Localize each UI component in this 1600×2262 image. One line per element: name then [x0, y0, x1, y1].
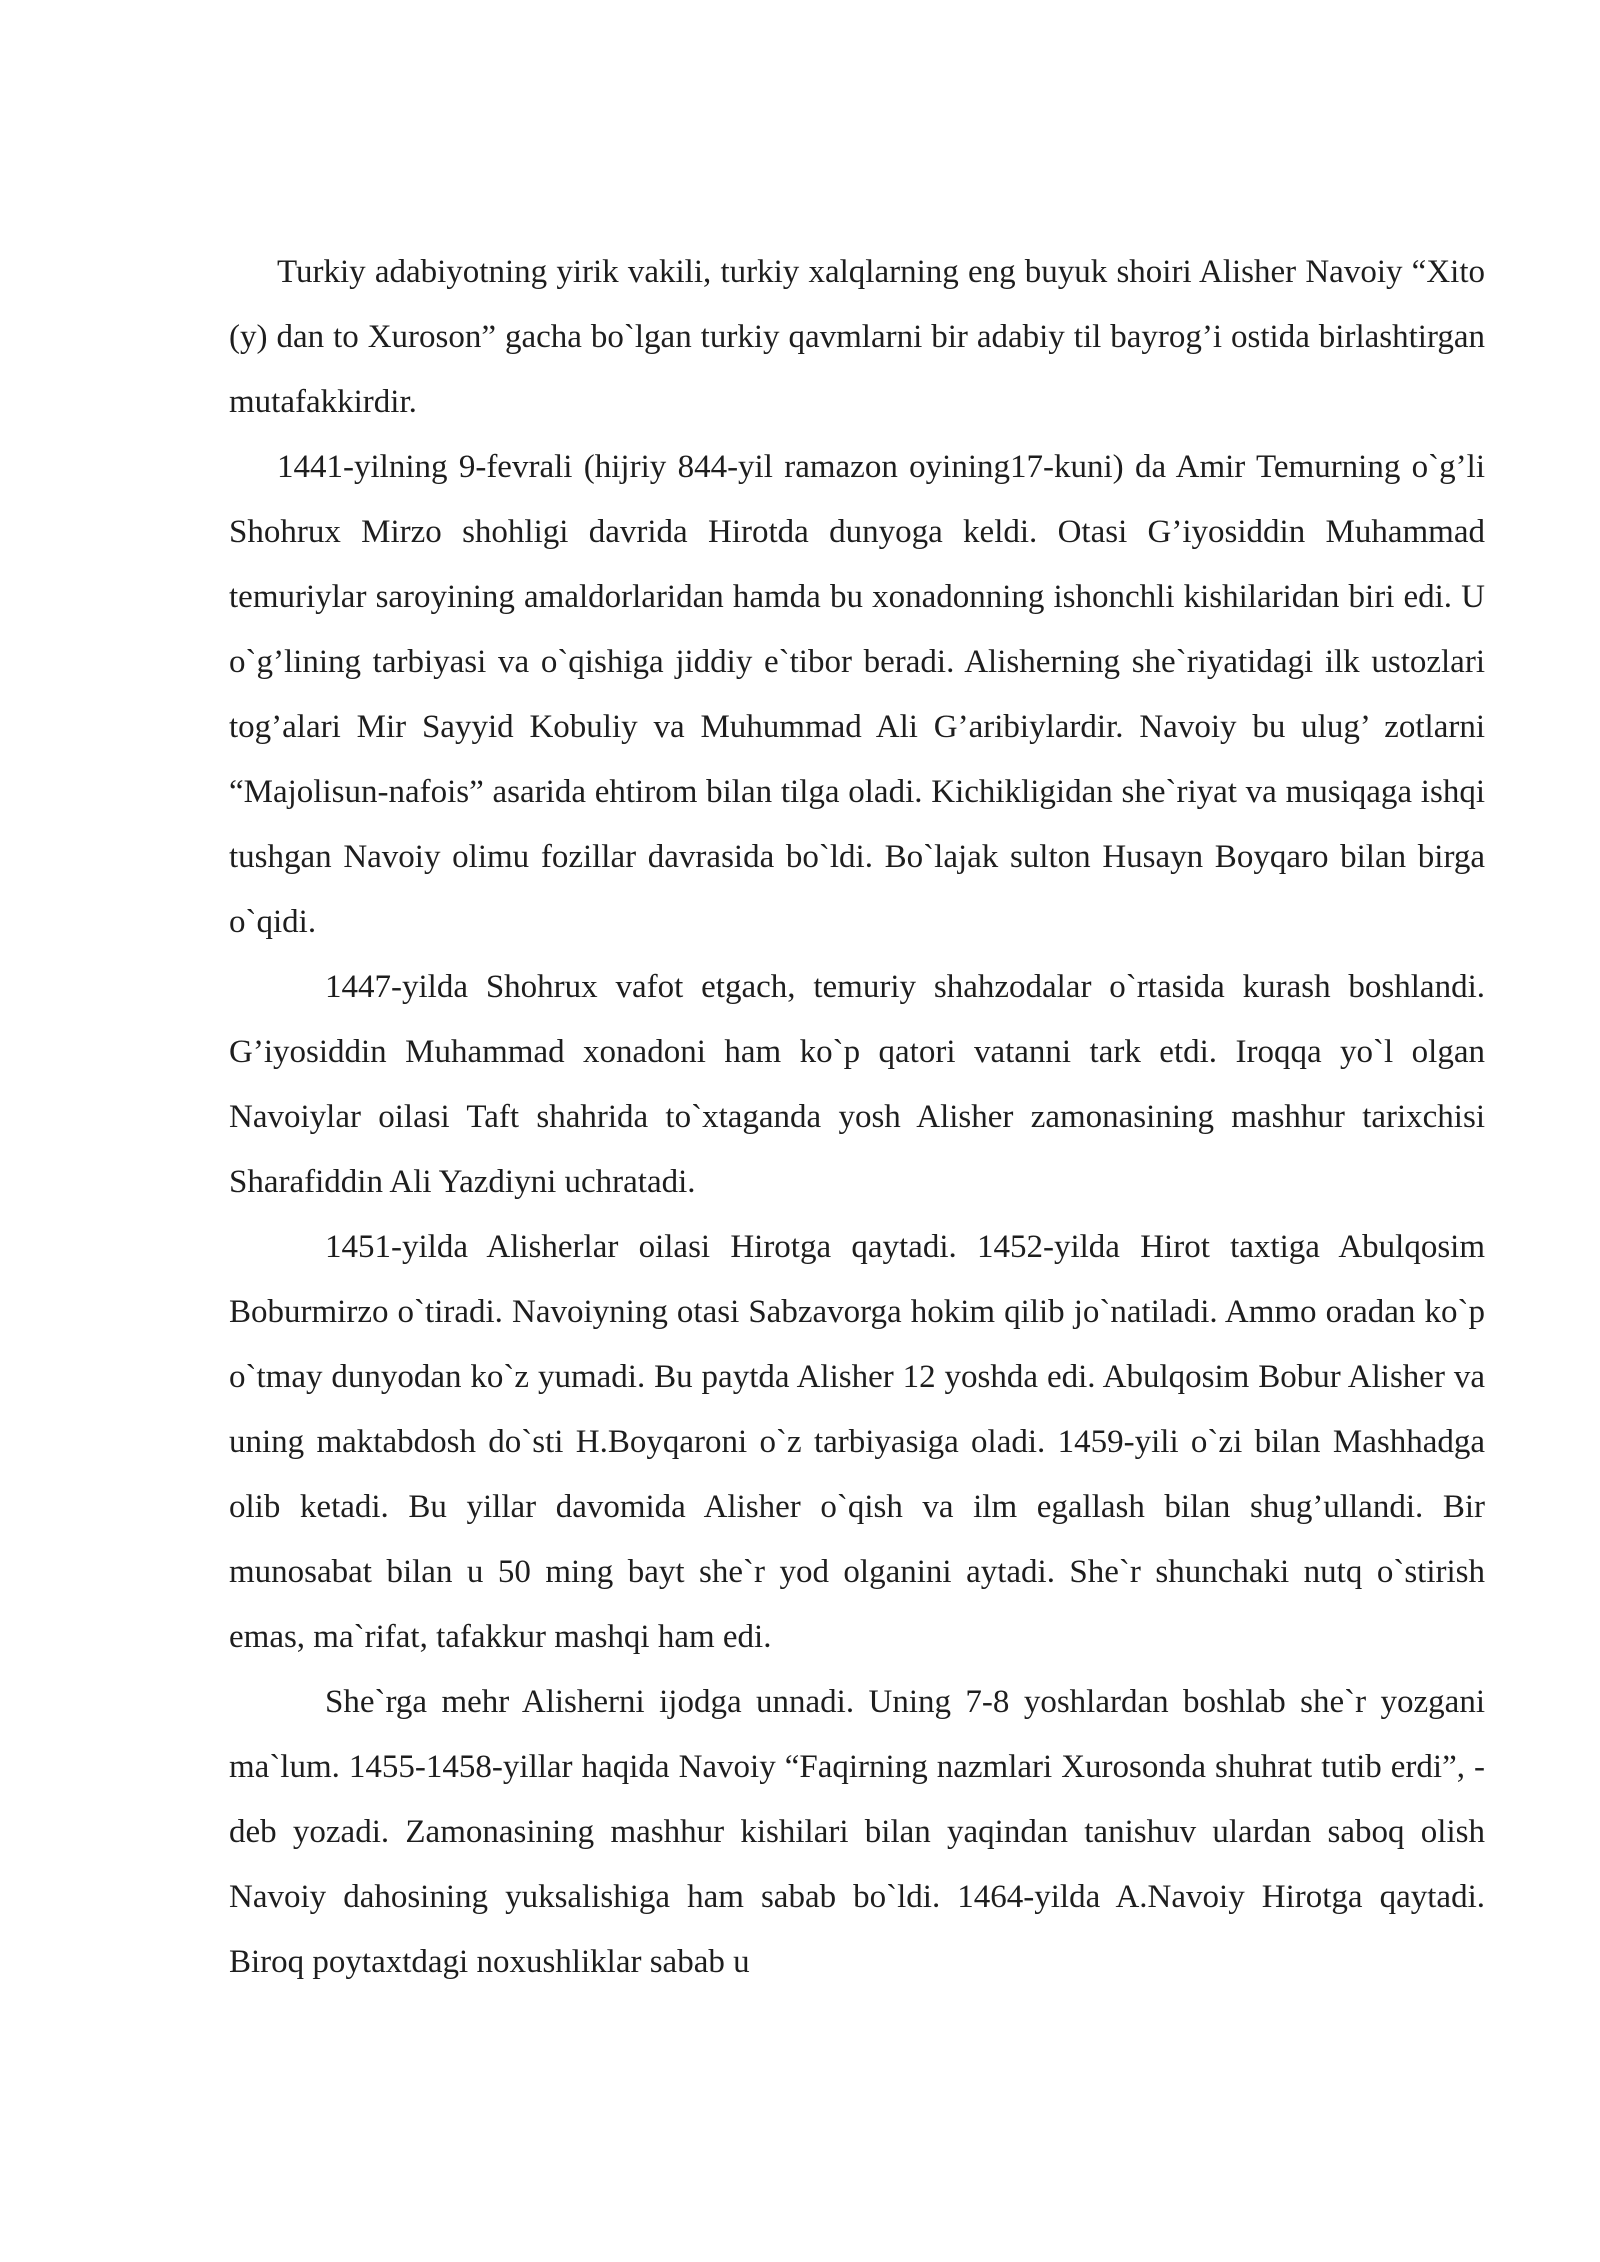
document-body	[229, 240, 1485, 1995]
paragraph: She`rga mehr Alisherni ijodga unnadi. Uning 7-8 yoshlardan boshlab she`r yozgani ma`lum. 1455-1458-yillar haqida Navoiy “Faqirning nazmlari Xurosonda shuhrat tutib erdi”, - deb yozadi. Zamonasining mashhur kishilari bilan yaqindan tanishuv ulardan saboq olish Navoiy dahosining yuksalishiga ham sabab bo`ldi. 1464-yilda A.Navoiy Hirotga qaytadi. Biroq poytaxtdagi noxushliklar sabab u	[229, 1684, 1485, 1980]
paragraph: Turkiy adabiyotning yirik vakili, turkiy xalqlarning eng buyuk shoiri Alisher Navoiy “Xito (y) dan to Xuroson” gacha bo`lgan turkiy qavmlarni bir adabiy til bayrog’i ostida birlashtirgan mutafakkirdir.	[229, 254, 1485, 420]
paragraph: 1441-yilning 9-fevrali (hijriy 844-yil ramazon oyining17-kuni) da Amir Temurning o`g’li Shohrux Mirzo shohligi davrida Hirotda dunyoga keldi. Otasi G’iyosiddin Muhammad temuriylar saroyining amaldorlaridan hamda bu xonadonning ishonchli kishilaridan biri edi. U o`g’lining tarbiyasi va o`qishiga jiddiy e`tibor beradi. Alisherning she`riyatidagi ilk ustozlari tog’alari Mir Sayyid Kobuliy va Muhummad Ali G’aribiylardir. Navoiy bu ulug’ zotlarni “Majolisun-nafois” asarida ehtirom bilan tilga oladi. Kichikligidan she`riyat va musiqaga ishqi tushgan Navoiy olimu fozillar davrasida bo`ldi. Bo`lajak sulton Husayn Boyqaro bilan birga o`qidi.	[229, 449, 1485, 940]
paragraph: 1447-yilda Shohrux vafot etgach, temuriy shahzodalar o`rtasida kurash boshlandi. G’iyosiddin Muhammad xonadoni ham ko`p qatori vatanni tark etdi. Iroqqa yo`l olgan Navoiylar oilasi Taft shahrida to`xtaganda yosh Alisher zamonasining mashhur tarixchisi Sharafiddin Ali Yazdiyni uchratadi.	[229, 969, 1485, 1200]
paragraph: 1451-yilda Alisherlar oilasi Hirotga qaytadi. 1452-yilda Hirot taxtiga Abulqosim Boburmirzo o`tiradi. Navoiyning otasi Sabzavorga hokim qilib jo`natiladi. Ammo oradan ko`p o`tmay dunyodan ko`z yumadi. Bu paytda Alisher 12 yoshda edi. Abulqosim Bobur Alisher va uning maktabdosh do`sti H.Boyqaroni o`z tarbiyasiga oladi. 1459-yili o`zi bilan Mashhadga olib ketadi. Bu yillar davomida Alisher o`qish va ilm egallash bilan shug’ullandi. Bir munosabat bilan u 50 ming bayt she`r yod olganini aytadi. She`r shunchaki nutq o`stirish emas, ma`rifat, tafakkur mashqi ham edi.	[229, 1229, 1485, 1655]
